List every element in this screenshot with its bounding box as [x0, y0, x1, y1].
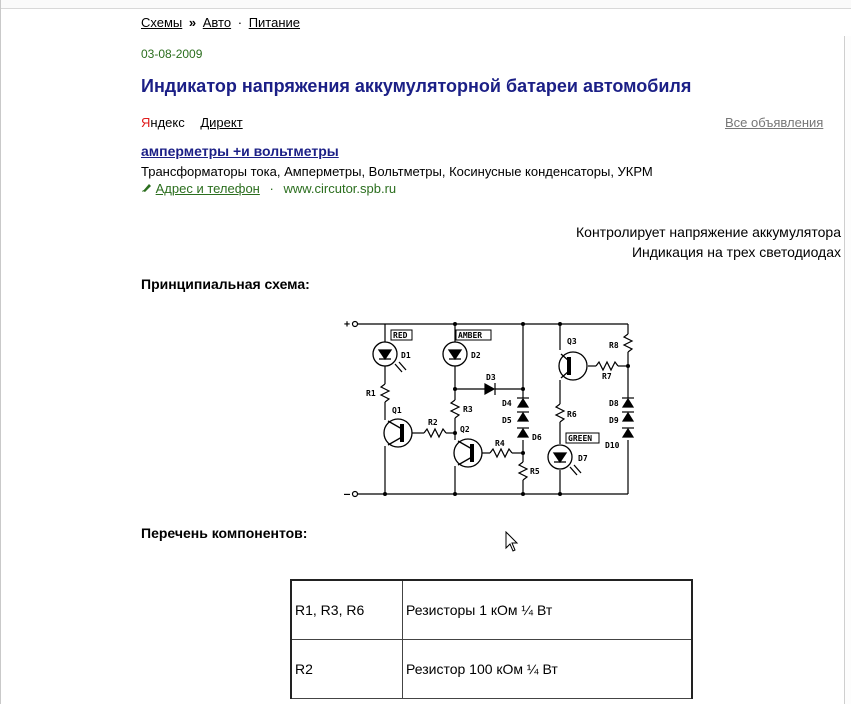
label-d7: D7	[578, 454, 588, 463]
part-ref-cell: R2	[291, 640, 403, 699]
label-r3: R3	[463, 405, 473, 414]
label-d6: D6	[532, 433, 542, 442]
label-q3: Q3	[567, 337, 577, 346]
breadcrumb-schemes-link[interactable]: Схемы	[141, 15, 183, 30]
yandex-logo-first-letter: Я	[141, 115, 151, 130]
direct-link[interactable]: Директ	[200, 115, 243, 130]
label-red: RED	[393, 331, 408, 340]
ad-url[interactable]: www.circutor.spb.ru	[283, 181, 397, 196]
ad-title-link[interactable]: амперметры +и вольтметры	[141, 143, 339, 159]
label-d9: D9	[609, 416, 619, 425]
right-scrollbar-edge[interactable]	[844, 36, 851, 704]
ad-separator: ·	[269, 181, 274, 196]
table-row	[291, 580, 692, 640]
breadcrumb-power-link[interactable]: Питание	[248, 15, 301, 30]
part-ref-cell: R1, R3, R6	[291, 580, 403, 640]
parts-table	[290, 579, 693, 699]
yandex-direct-label	[141, 115, 243, 130]
label-r4: R4	[495, 439, 505, 448]
breadcrumb-auto-link[interactable]: Авто	[202, 15, 232, 30]
label-r7: R7	[602, 372, 612, 381]
part-desc-cell: Резистор 100 кОм ¼ Вт	[403, 640, 693, 699]
label-d1: D1	[401, 351, 411, 360]
label-green: GREEN	[568, 434, 593, 443]
mouse-pointer-icon	[505, 531, 519, 553]
label-r6: R6	[567, 410, 577, 419]
page-title: Индикатор напряжения аккумуляторной батареи автомобиля	[141, 76, 692, 96]
label-q1: Q1	[392, 406, 402, 415]
label-r2: R2	[428, 418, 438, 427]
label-q2: Q2	[460, 425, 470, 434]
all-ads-link[interactable]: Все объявления	[725, 115, 824, 130]
parts-heading: Перечень компонентов:	[141, 525, 308, 541]
circuit-schematic	[340, 312, 640, 502]
minus-terminal: –	[344, 489, 351, 500]
article-date: 03-08-2009	[141, 47, 203, 61]
part-desc-cell: Резисторы 1 кОм ¼ Вт	[403, 580, 693, 640]
breadcrumb	[141, 15, 300, 30]
table-row	[291, 640, 692, 699]
ad-description: Трансформаторы тока, Амперметры, Вольтметры, Косинусные конденсаторы, УКРМ	[141, 164, 653, 179]
label-r5: R5	[530, 467, 540, 476]
intro-line-1: Контролирует напряжение аккумулятора	[576, 224, 841, 240]
scheme-heading: Принципиальная схема:	[141, 276, 310, 292]
browser-top-edge	[0, 0, 851, 9]
intro-line-2: Индикация на трех светодиодах	[631, 244, 841, 260]
article-intro	[576, 222, 841, 262]
label-d8: D8	[609, 399, 619, 408]
label-r8: R8	[609, 341, 619, 350]
plus-terminal: +	[344, 319, 351, 330]
label-d5: D5	[502, 416, 512, 425]
label-d4: D4	[502, 399, 512, 408]
yandex-logo-rest: ндекс	[150, 115, 185, 130]
label-r1: R1	[366, 389, 376, 398]
breadcrumb-separator: »	[188, 15, 197, 30]
label-amber: AMBER	[458, 331, 483, 340]
breadcrumb-separator: ·	[237, 15, 243, 30]
label-d2: D2	[471, 351, 481, 360]
label-d3: D3	[486, 373, 496, 382]
phone-icon	[141, 182, 152, 193]
label-d10: D10	[605, 441, 620, 450]
ad-links	[141, 181, 396, 196]
ad-address-link[interactable]: Адрес и телефон	[155, 181, 260, 196]
browser-left-edge	[0, 0, 1, 704]
